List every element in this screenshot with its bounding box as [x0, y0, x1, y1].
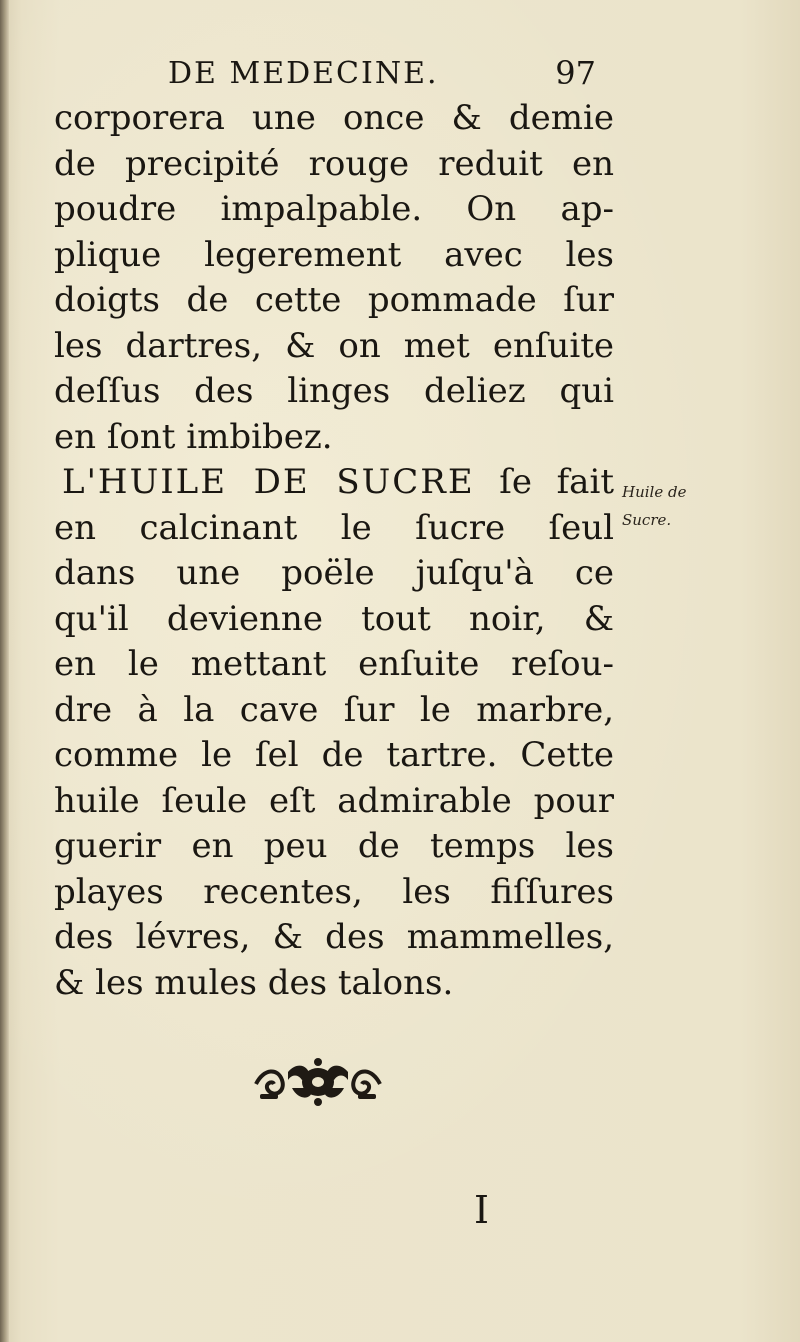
- text-line: en ſont imbibez.: [54, 416, 333, 457]
- signature-mark: I: [474, 1188, 490, 1232]
- section-heading: L'HUILE DE SUCRE: [62, 462, 475, 502]
- section-heading-line: [54, 460, 614, 506]
- text-line: en calcinant le ſucre ſeul: [54, 507, 614, 548]
- text-line: des lévres, & des mammelles,: [54, 917, 614, 957]
- text-line: corporera une once & demie: [54, 98, 614, 138]
- text-line: plique legerement avec les: [54, 234, 614, 275]
- text-line: qu'il devienne tout noir, &: [54, 598, 614, 639]
- section-heading-rest: ſe fait: [474, 462, 614, 502]
- text-line: dans une poële juſqu'à ce: [54, 553, 614, 593]
- text-line: deſſus des linges deliez qui: [54, 371, 614, 411]
- margin-note-line: Huile de: [622, 483, 687, 501]
- page-header: [168, 50, 608, 100]
- margin-note-line: Sucre.: [622, 511, 672, 529]
- text-line: playes recentes, les fiſſures: [54, 871, 614, 912]
- text-line: comme le ſel de tartre. Cette: [54, 735, 614, 775]
- text-line: dre à la cave ſur le marbre,: [54, 689, 614, 730]
- text-line: huile ſeule eſt admirable pour: [54, 780, 614, 821]
- text-line: en le mettant enſuite reſou-: [54, 644, 614, 684]
- running-head: DE MEDECINE.: [168, 56, 439, 91]
- text-line: de precipité rouge reduit en: [54, 143, 614, 184]
- text-line: les dartres, & on met enſuite: [54, 325, 614, 366]
- margin-note: [622, 478, 686, 534]
- text-line: doigts de cette pommade ſur: [54, 280, 614, 320]
- body-text: [54, 96, 614, 1006]
- text-line: guerir en peu de temps les: [54, 826, 614, 866]
- binding-edge: [0, 0, 9, 1342]
- fleuron-ornament-icon: [252, 1054, 384, 1108]
- text-line: & les mules des talons.: [54, 962, 454, 1003]
- page-number: 97: [555, 54, 596, 92]
- text-line: poudre impalpable. On ap-: [54, 189, 614, 229]
